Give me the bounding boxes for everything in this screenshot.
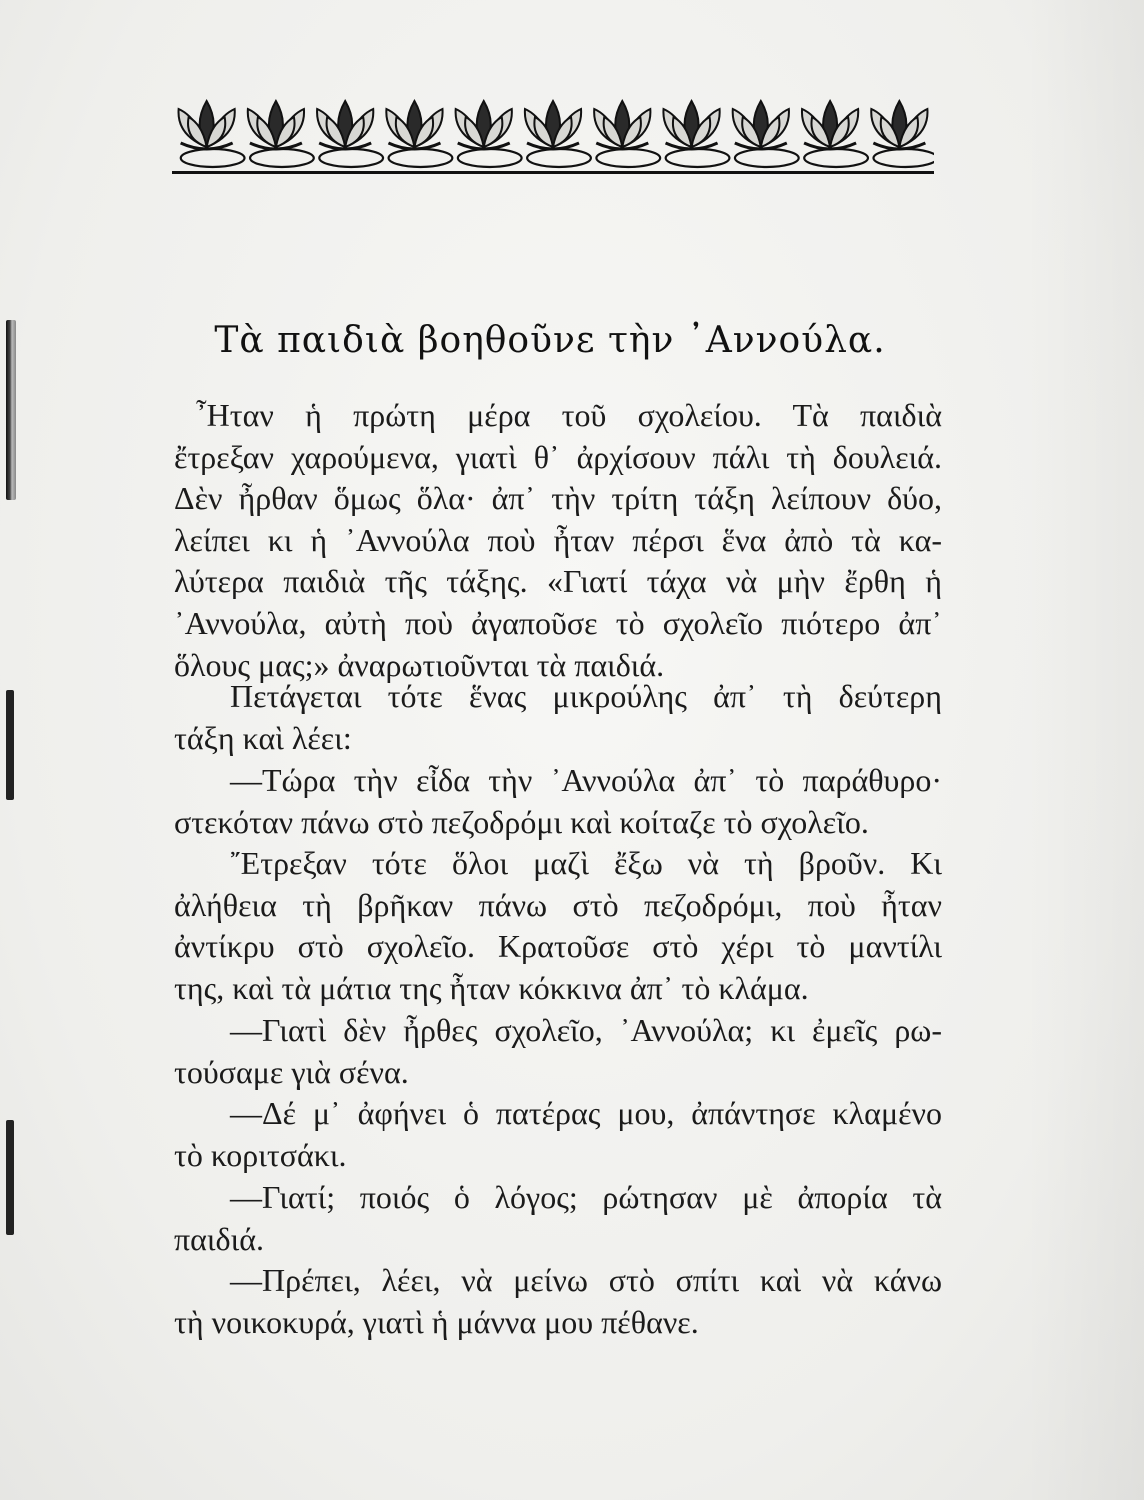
text-line: τὸ κοριτσάκι. — [174, 1136, 347, 1173]
text-line: τούσαμε γιὰ σένα. — [174, 1053, 409, 1090]
text-line: ἀλήθεια τὴ βρῆκαν πάνω στὸ πεζοδρόμι, ποὺ ἦταν — [174, 886, 942, 923]
text-line: —Πρέπει, λέει, νὰ μείνω στὸ σπίτι καὶ νὰ κάνω — [230, 1262, 942, 1298]
lotus-flower-icon — [317, 101, 383, 167]
lotus-flower-icon — [594, 101, 660, 167]
text-line: ῎Ετρεξαν τότε ὅλοι μαζὶ ἔξω νὰ τὴ βροῦν. Κι — [230, 845, 942, 881]
text-line: —Γιατὶ δὲν ἦρθες σχολεῖο, ᾿Αννούλα; κι ἐμεῖς ρω- — [230, 1012, 942, 1048]
text-line: στεκόταν πάνω στὸ πεζοδρόμι καὶ κοίταζε τὸ σχολεῖο. — [174, 803, 869, 840]
text-line: ᾿Αννούλα, αὐτὴ ποὺ ἀγαποῦσε τὸ σχολεῖο πιότερο ἀπ᾿ — [174, 604, 942, 641]
lotus-flower-icon — [386, 101, 452, 167]
binding-thread — [6, 1120, 14, 1235]
text-line: Δὲν ἦρθαν ὅμως ὅλα· ἀπ᾿ τὴν τρίτη τάξη λείπουν δύο, — [174, 480, 942, 517]
text-line: —Δέ μ᾿ ἀφήνει ὁ πατέρας μου, ἀπάντησε κλαμένο — [230, 1095, 942, 1131]
paragraph — [174, 760, 942, 843]
text-line: τὴ νοικοκυρά, γιατὶ ἡ μάννα μου πέθανε. — [174, 1303, 699, 1340]
lotus-flower-icon — [733, 101, 799, 167]
text-line: ἔτρεξαν χαρούμενα, γιατὶ θ᾿ ἀρχίσουν πάλι τὴ δουλειά. — [174, 438, 942, 475]
lotus-flower-icon — [179, 101, 245, 167]
paragraph — [174, 1010, 942, 1093]
text-line: Πετάγεται τότε ἕνας μικρούλης ἀπ᾿ τὴ δεύτερη — [230, 678, 942, 714]
paragraph — [174, 676, 942, 759]
text-line: λείπει κι ἡ ᾿Αννούλα ποὺ ἦταν πέρσι ἕνα ἀπὸ τὰ κα- — [174, 521, 942, 558]
binding-thread — [6, 690, 14, 800]
text-line: —Γιατί; ποιός ὁ λόγος; ρώτησαν μὲ ἀπορία τὰ — [230, 1179, 942, 1215]
page-edge-shadow — [1024, 0, 1144, 1500]
lotus-flower-icon — [871, 101, 934, 167]
paragraph — [174, 395, 942, 686]
paragraph — [174, 1260, 942, 1343]
paragraph — [174, 1177, 942, 1260]
lotus-flower-icon — [802, 101, 868, 167]
text-line: ὅλους μας;» ἀναρωτιοῦνται τὰ παιδιά. — [174, 646, 665, 683]
paragraph — [174, 1093, 942, 1176]
page-title: Τὰ παιδιὰ βοηθοῦνε τὴν ᾿Αννούλα. — [214, 320, 886, 361]
lotus-flower-icon — [663, 101, 729, 167]
binding-thread — [6, 320, 16, 500]
lotus-flower-icon — [248, 101, 314, 167]
lotus-flower-icon — [456, 101, 522, 167]
text-line: της, καὶ τὰ μάτια της ἦταν κόκκινα ἀπ᾿ τὸ κλάμα. — [174, 969, 809, 1006]
text-line: —Τώρα τὴν εἶδα τὴν ᾿Αννούλα ἀπ᾿ τὸ παράθυρο· — [230, 762, 942, 798]
lotus-border-ornament — [172, 95, 934, 180]
lotus-border-pattern — [179, 101, 934, 167]
text-line: ἀντίκρυ στὸ σχολεῖο. Κρατοῦσε στὸ χέρι τὸ μαντίλι — [174, 928, 942, 965]
text-line: τάξη καὶ λέει: — [174, 719, 352, 756]
text-line: ῏Ηταν ἡ πρώτη μέρα τοῦ σχολείου. Τὰ παιδιὰ — [196, 397, 942, 433]
text-line: λύτερα παιδιὰ τῆς τάξης. «Γιατί τάχα νὰ μὴν ἔρθη ἡ — [174, 563, 942, 600]
paragraph — [174, 843, 942, 1009]
text-line: παιδιά. — [174, 1220, 264, 1257]
lotus-flower-icon — [525, 101, 591, 167]
